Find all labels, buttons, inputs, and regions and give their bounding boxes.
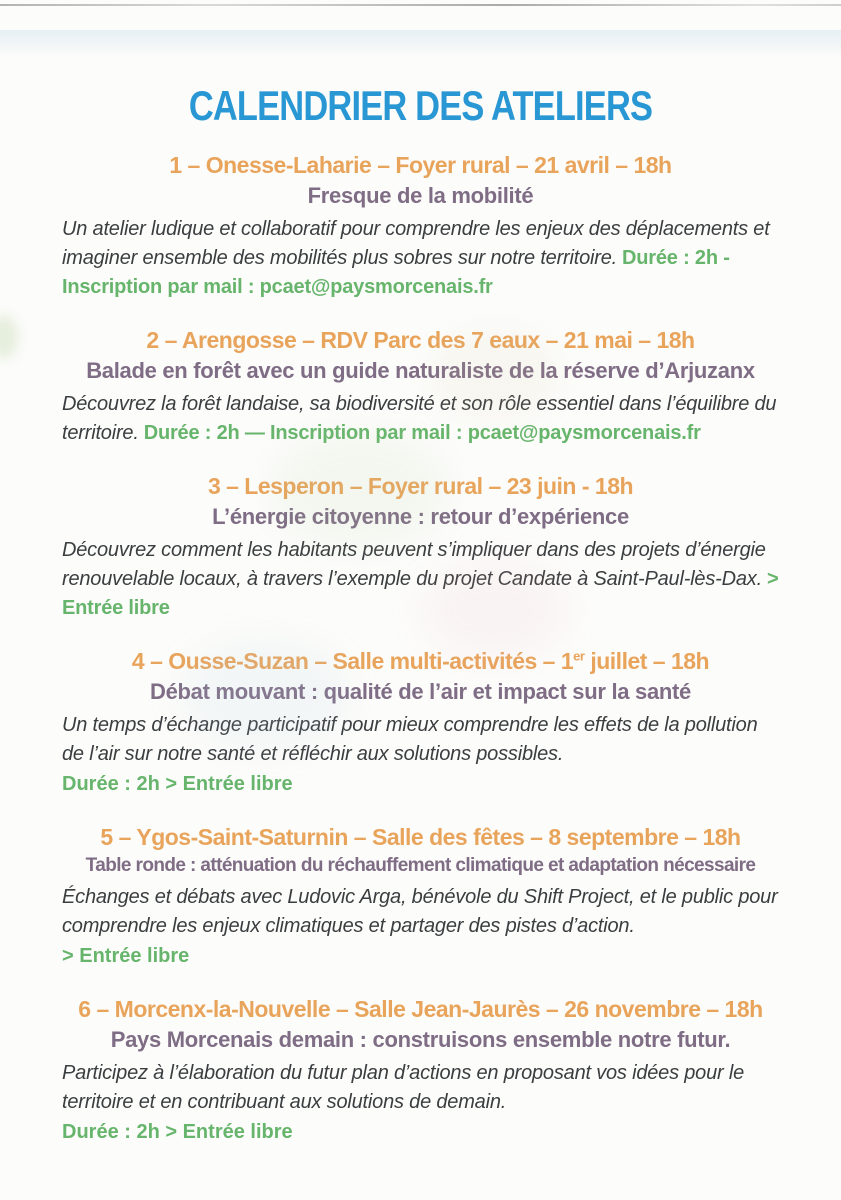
event-subtitle: Table ronde : atténuation du réchauffement climatique et adaptation nécessaire [85,855,756,876]
scan-artifact [0,315,18,359]
event-heading: 1 – Onesse-Laharie – Foyer rural – 21 avril – 18h [169,152,672,178]
event-4 [62,648,779,799]
event-description [62,215,779,302]
event-info: Durée : 2h - Inscription par mail : pcaet@paysmorcenais.fr [62,247,730,298]
event-description-text: Participez à l’élaboration du futur plan d’actions en proposant vos idées pour le territoire et en contribuant aux solutions de demain. [62,1062,745,1113]
ordinal-superscript: er [573,648,585,664]
event-heading: 6 – Morcenx-la-Nouvelle – Salle Jean-Jaurès – 26 novembre – 18h [78,996,763,1022]
event-heading [62,648,779,675]
event-heading: 5 – Ygos-Saint-Saturnin – Salle des fêtes – 8 septembre – 18h [100,824,741,850]
event-description-text: Un temps d’échange participatif pour mieux comprendre les effets de la pollution de l’air sur notre santé et réfléchir aux solutions possibles. [62,714,758,765]
event-info: > Entrée libre [62,945,190,967]
event-subtitle: Pays Morcenais demain : construisons ensemble notre futur. [110,1027,731,1052]
event-heading: 3 – Lesperon – Foyer rural – 23 juin - 18h [207,473,634,499]
event-description-text: Découvrez comment les habitants peuvent s’impliquer dans des projets d’énergie renouvelable locaux, à travers l’exemple du projet Candate à Saint-Paul-lès-Dax. [62,539,766,590]
event-description [62,883,779,941]
event-description [62,1059,779,1117]
scan-edge-line [0,4,841,6]
event-description-text: Un atelier ludique et collaboratif pour comprendre les enjeux des déplacements et imaginer ensemble des mobilités plus sobres sur notre territoire. [62,218,770,269]
event-info: Durée : 2h > Entrée libre [62,773,293,795]
event-5 [62,824,779,971]
event-info: Durée : 2h > Entrée libre [62,1121,293,1143]
event-subtitle: L’énergie citoyenne : retour d’expérience [212,504,629,529]
event-6 [62,996,779,1147]
event-subtitle: Balade en forêt avec un guide naturaliste de la réserve d’Arjuzanx [86,358,755,383]
event-info: Durée : 2h — Inscription par mail : pcaet@paysmorcenais.fr [143,422,701,444]
event-3 [62,473,779,623]
page-title: CALENDRIER DES ATELIERS [188,82,653,129]
event-description [62,536,779,623]
event-info: > Entrée libre [62,568,779,619]
event-subtitle: Débat mouvant : qualité de l’air et impact sur la santé [150,679,691,704]
event-heading-text: 4 – Ousse-Suzan – Salle multi-activités – 1 [131,648,574,674]
event-subtitle: Fresque de la mobilité [307,183,534,208]
event-description [62,711,779,769]
event-1 [62,152,779,302]
event-description-text: Échanges et débats avec Ludovic Arga, bénévole du Shift Project, et le public pour comprendre les enjeux climatiques et partager des pistes d’action. [62,886,778,937]
event-heading-text: juillet – 18h [584,648,710,674]
event-description [62,390,779,448]
event-description-text: Découvrez la forêt landaise, sa biodiversité et son rôle essentiel dans l’équilibre du territoire. [62,393,777,444]
event-heading: 2 – Arengosse – RDV Parc des 7 eaux – 21 mai – 18h [146,327,695,353]
event-2 [62,327,779,448]
scan-tint-band [0,30,841,58]
